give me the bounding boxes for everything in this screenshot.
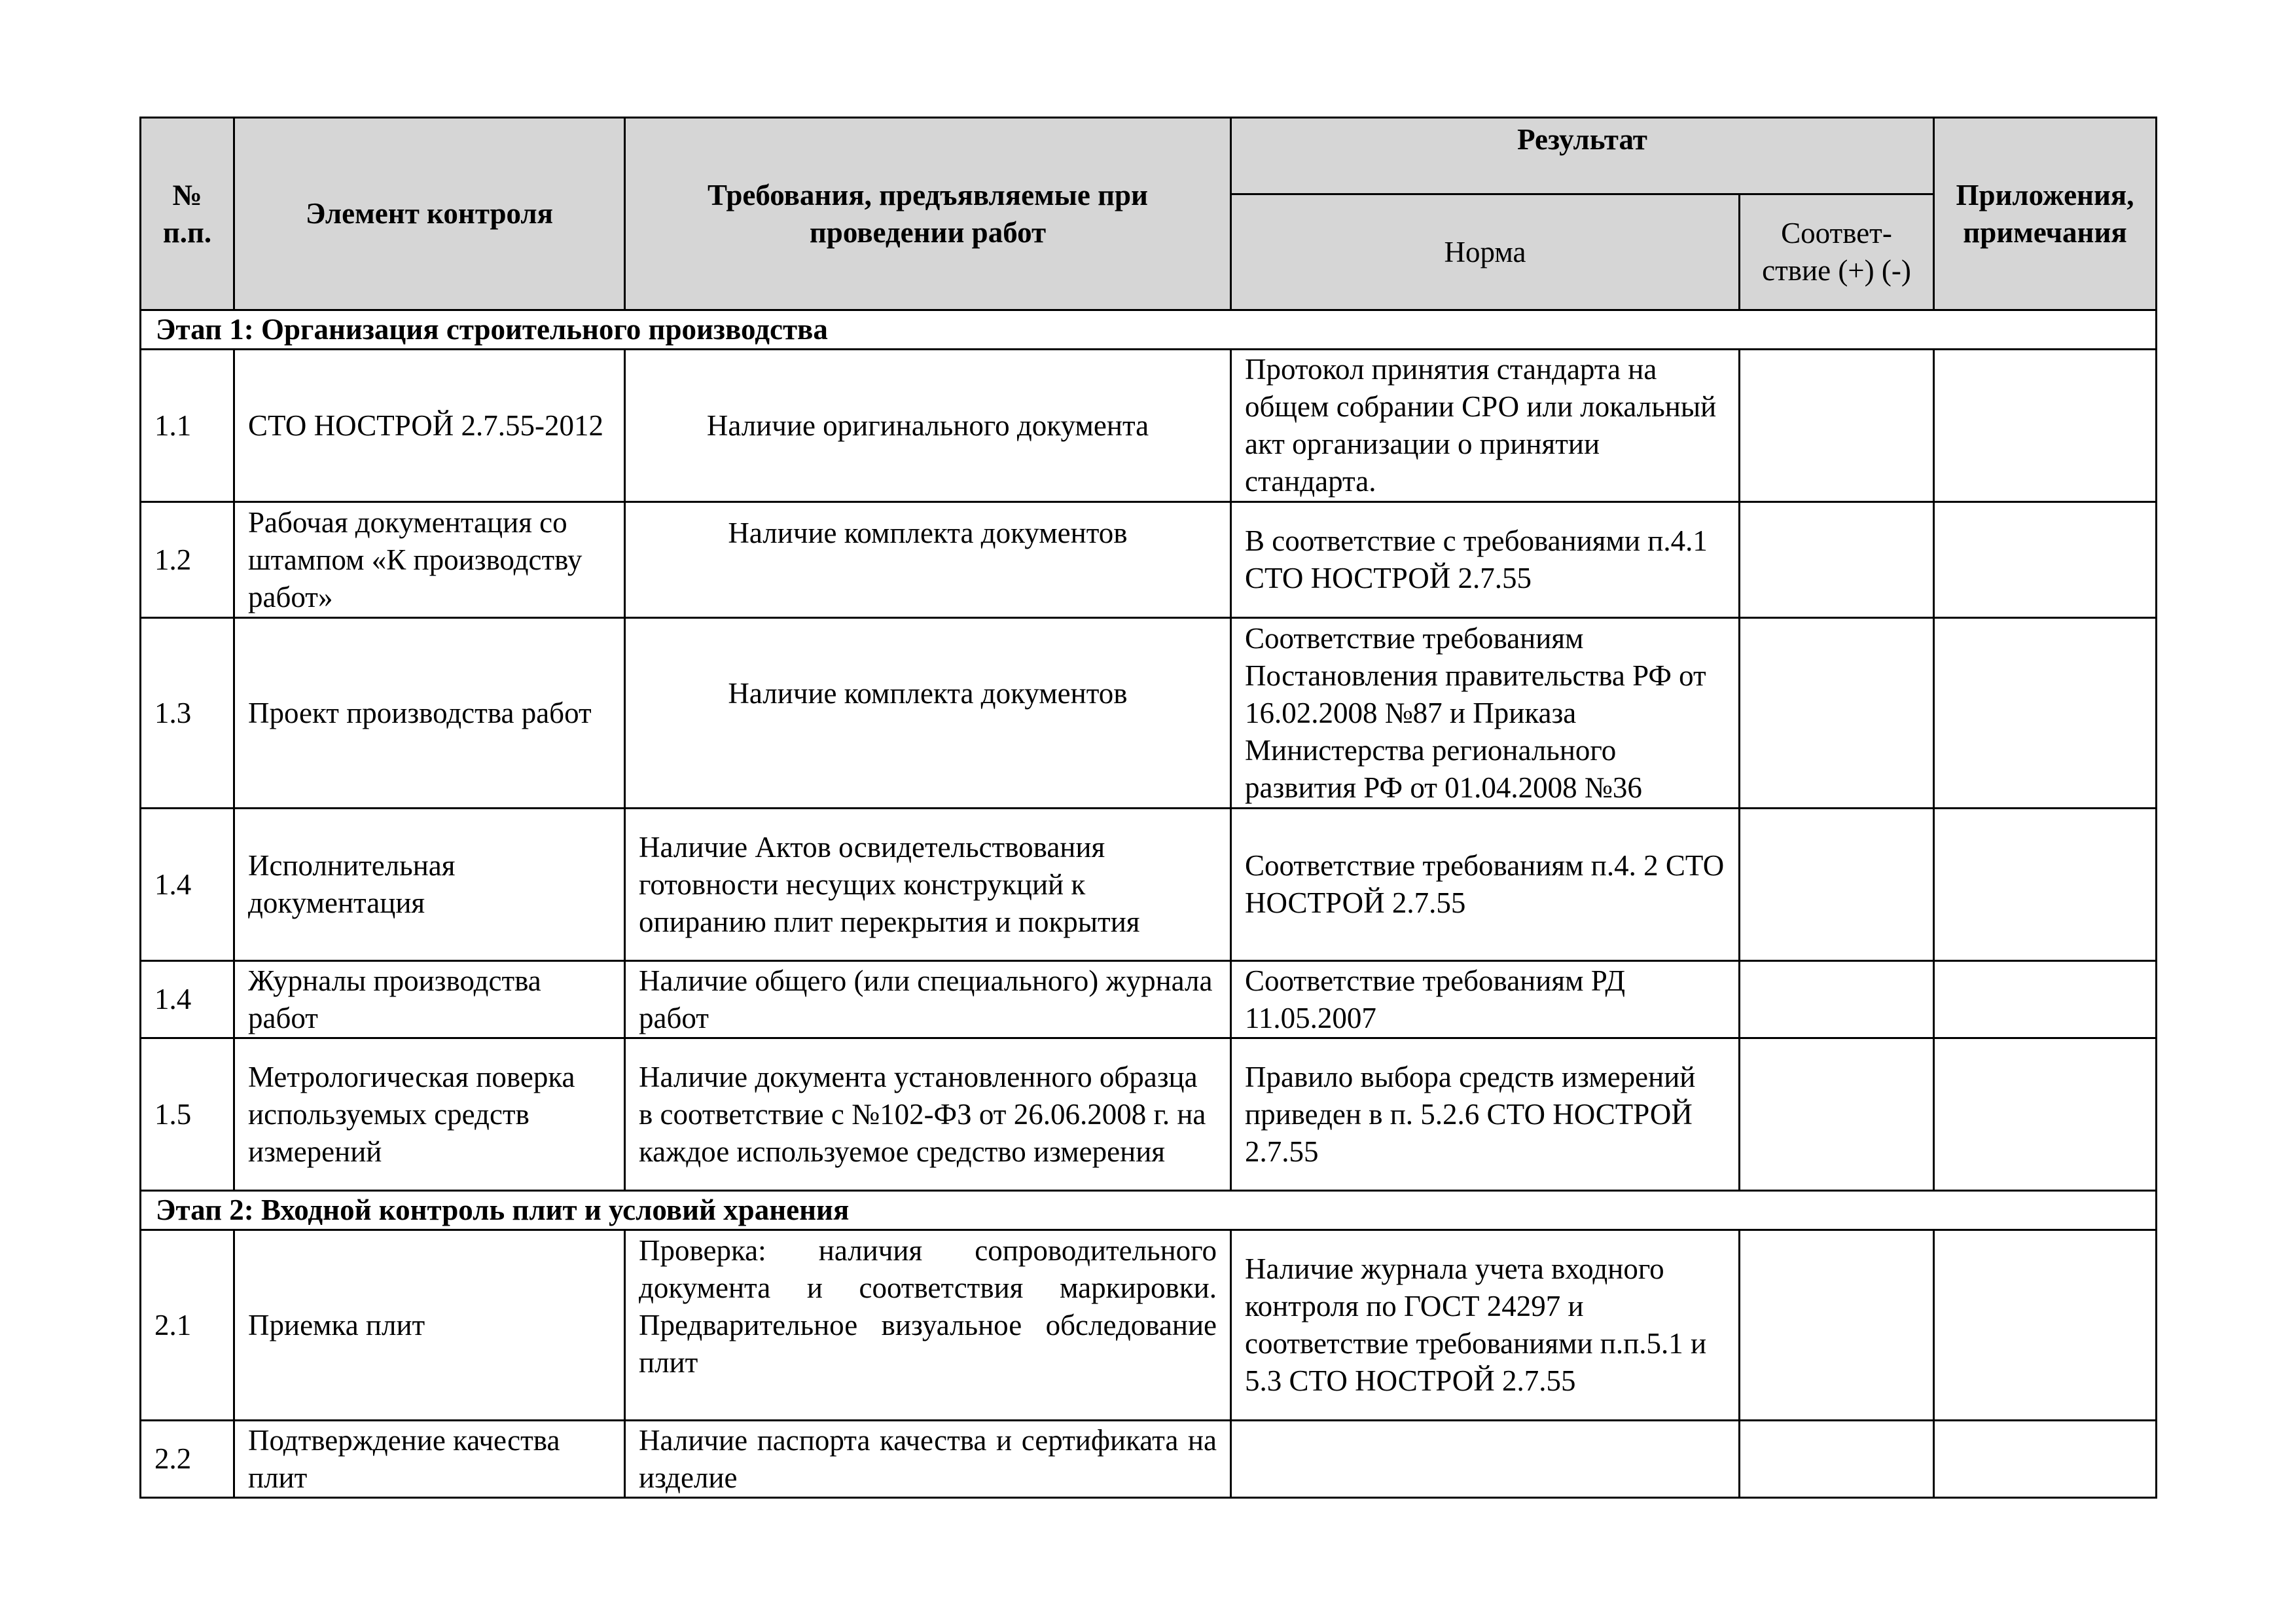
header-element: Элемент контроля [234,118,625,310]
row-requirement: Наличие паспорта качества и сертификата на изделие [625,1421,1231,1498]
row-requirement: Наличие оригинального документа [625,350,1231,502]
table-row [141,1421,2157,1498]
row-requirement: Наличие Актов освидетельствования готовности несущих конструкций к опиранию плит перекрытия и покрытия [625,809,1231,961]
table-row [141,350,2157,502]
stage-title: Этап 1: Организация строительного производства [141,310,2157,350]
row-norm: Правило выбора средств измерений приведен в п. 5.2.6 СТО НОСТРОЙ 2.7.55 [1231,1038,1740,1191]
row-element: Исполнительная документация [234,809,625,961]
row-element: СТО НОСТРОЙ 2.7.55-2012 [234,350,625,502]
row-num: 2.1 [141,1230,234,1421]
row-num: 1.4 [141,961,234,1038]
row-num: 2.2 [141,1421,234,1498]
header-requirements: Требования, предъявляемые при проведении работ [625,118,1231,310]
header-norm: Норма [1231,194,1740,310]
table-row [141,1230,2157,1421]
row-num: 1.3 [141,618,234,809]
row-compliance [1740,1421,1934,1498]
row-norm: Протокол принятия стандарта на общем собрании СРО или локальный акт организации о принятии стандарта. [1231,350,1740,502]
header-compliance: Соответ- ствие (+) (-) [1740,194,1934,310]
header-num: № п.п. [141,118,234,310]
row-requirement: Наличие комплекта документов [625,618,1231,809]
row-element: Проект производства работ [234,618,625,809]
table-row [141,1038,2157,1191]
row-compliance [1740,809,1934,961]
table-row [141,809,2157,961]
inspection-table [139,117,2157,1499]
row-element: Журналы производства работ [234,961,625,1038]
header-notes: Приложения, примечания [1934,118,2157,310]
row-notes [1934,1421,2157,1498]
row-notes [1934,502,2157,618]
row-requirement: Наличие документа установленного образца в соответствие с №102-ФЗ от 26.06.2008 г. на каждое используемое средство измерения [625,1038,1231,1191]
row-norm: Наличие журнала учета входного контроля по ГОСТ 24297 и соответствие требованиями п.п.5.1 и 5.3 СТО НОСТРОЙ 2.7.55 [1231,1230,1740,1421]
row-num: 1.2 [141,502,234,618]
row-norm [1231,1421,1740,1498]
row-compliance [1740,1230,1934,1421]
row-notes [1934,618,2157,809]
row-compliance [1740,1038,1934,1191]
row-norm: В соответствие с требованиями п.4.1 СТО НОСТРОЙ 2.7.55 [1231,502,1740,618]
row-requirement: Наличие комплекта документов [625,502,1231,618]
row-notes [1934,1230,2157,1421]
row-element: Приемка плит [234,1230,625,1421]
stage-title: Этап 2: Входной контроль плит и условий хранения [141,1191,2157,1230]
row-element: Рабочая документация со штампом «К производству работ» [234,502,625,618]
row-compliance [1740,350,1934,502]
row-notes [1934,961,2157,1038]
row-notes [1934,350,2157,502]
row-element: Подтверждение качества плит [234,1421,625,1498]
row-compliance [1740,618,1934,809]
table-row [141,618,2157,809]
row-notes [1934,809,2157,961]
row-norm: Соответствие требованиям п.4. 2 СТО НОСТРОЙ 2.7.55 [1231,809,1740,961]
row-compliance [1740,502,1934,618]
row-norm: Соответствие требованиям Постановления правительства РФ от 16.02.2008 №87 и Приказа Министерства регионального развития РФ от 01.04.2008 №36 [1231,618,1740,809]
row-num: 1.5 [141,1038,234,1191]
row-element: Метрологическая поверка используемых средств измерений [234,1038,625,1191]
row-num: 1.1 [141,350,234,502]
table-row [141,961,2157,1038]
row-requirement: Наличие общего (или специального) журнала работ [625,961,1231,1038]
row-requirement: Проверка: наличия сопроводительного документа и соответствия маркировки. Предварительное визуальное обследование плит [625,1230,1231,1421]
header-result: Результат [1231,118,1934,194]
row-norm: Соответствие требованиям РД 11.05.2007 [1231,961,1740,1038]
table-row [141,502,2157,618]
row-num: 1.4 [141,809,234,961]
row-compliance [1740,961,1934,1038]
row-notes [1934,1038,2157,1191]
